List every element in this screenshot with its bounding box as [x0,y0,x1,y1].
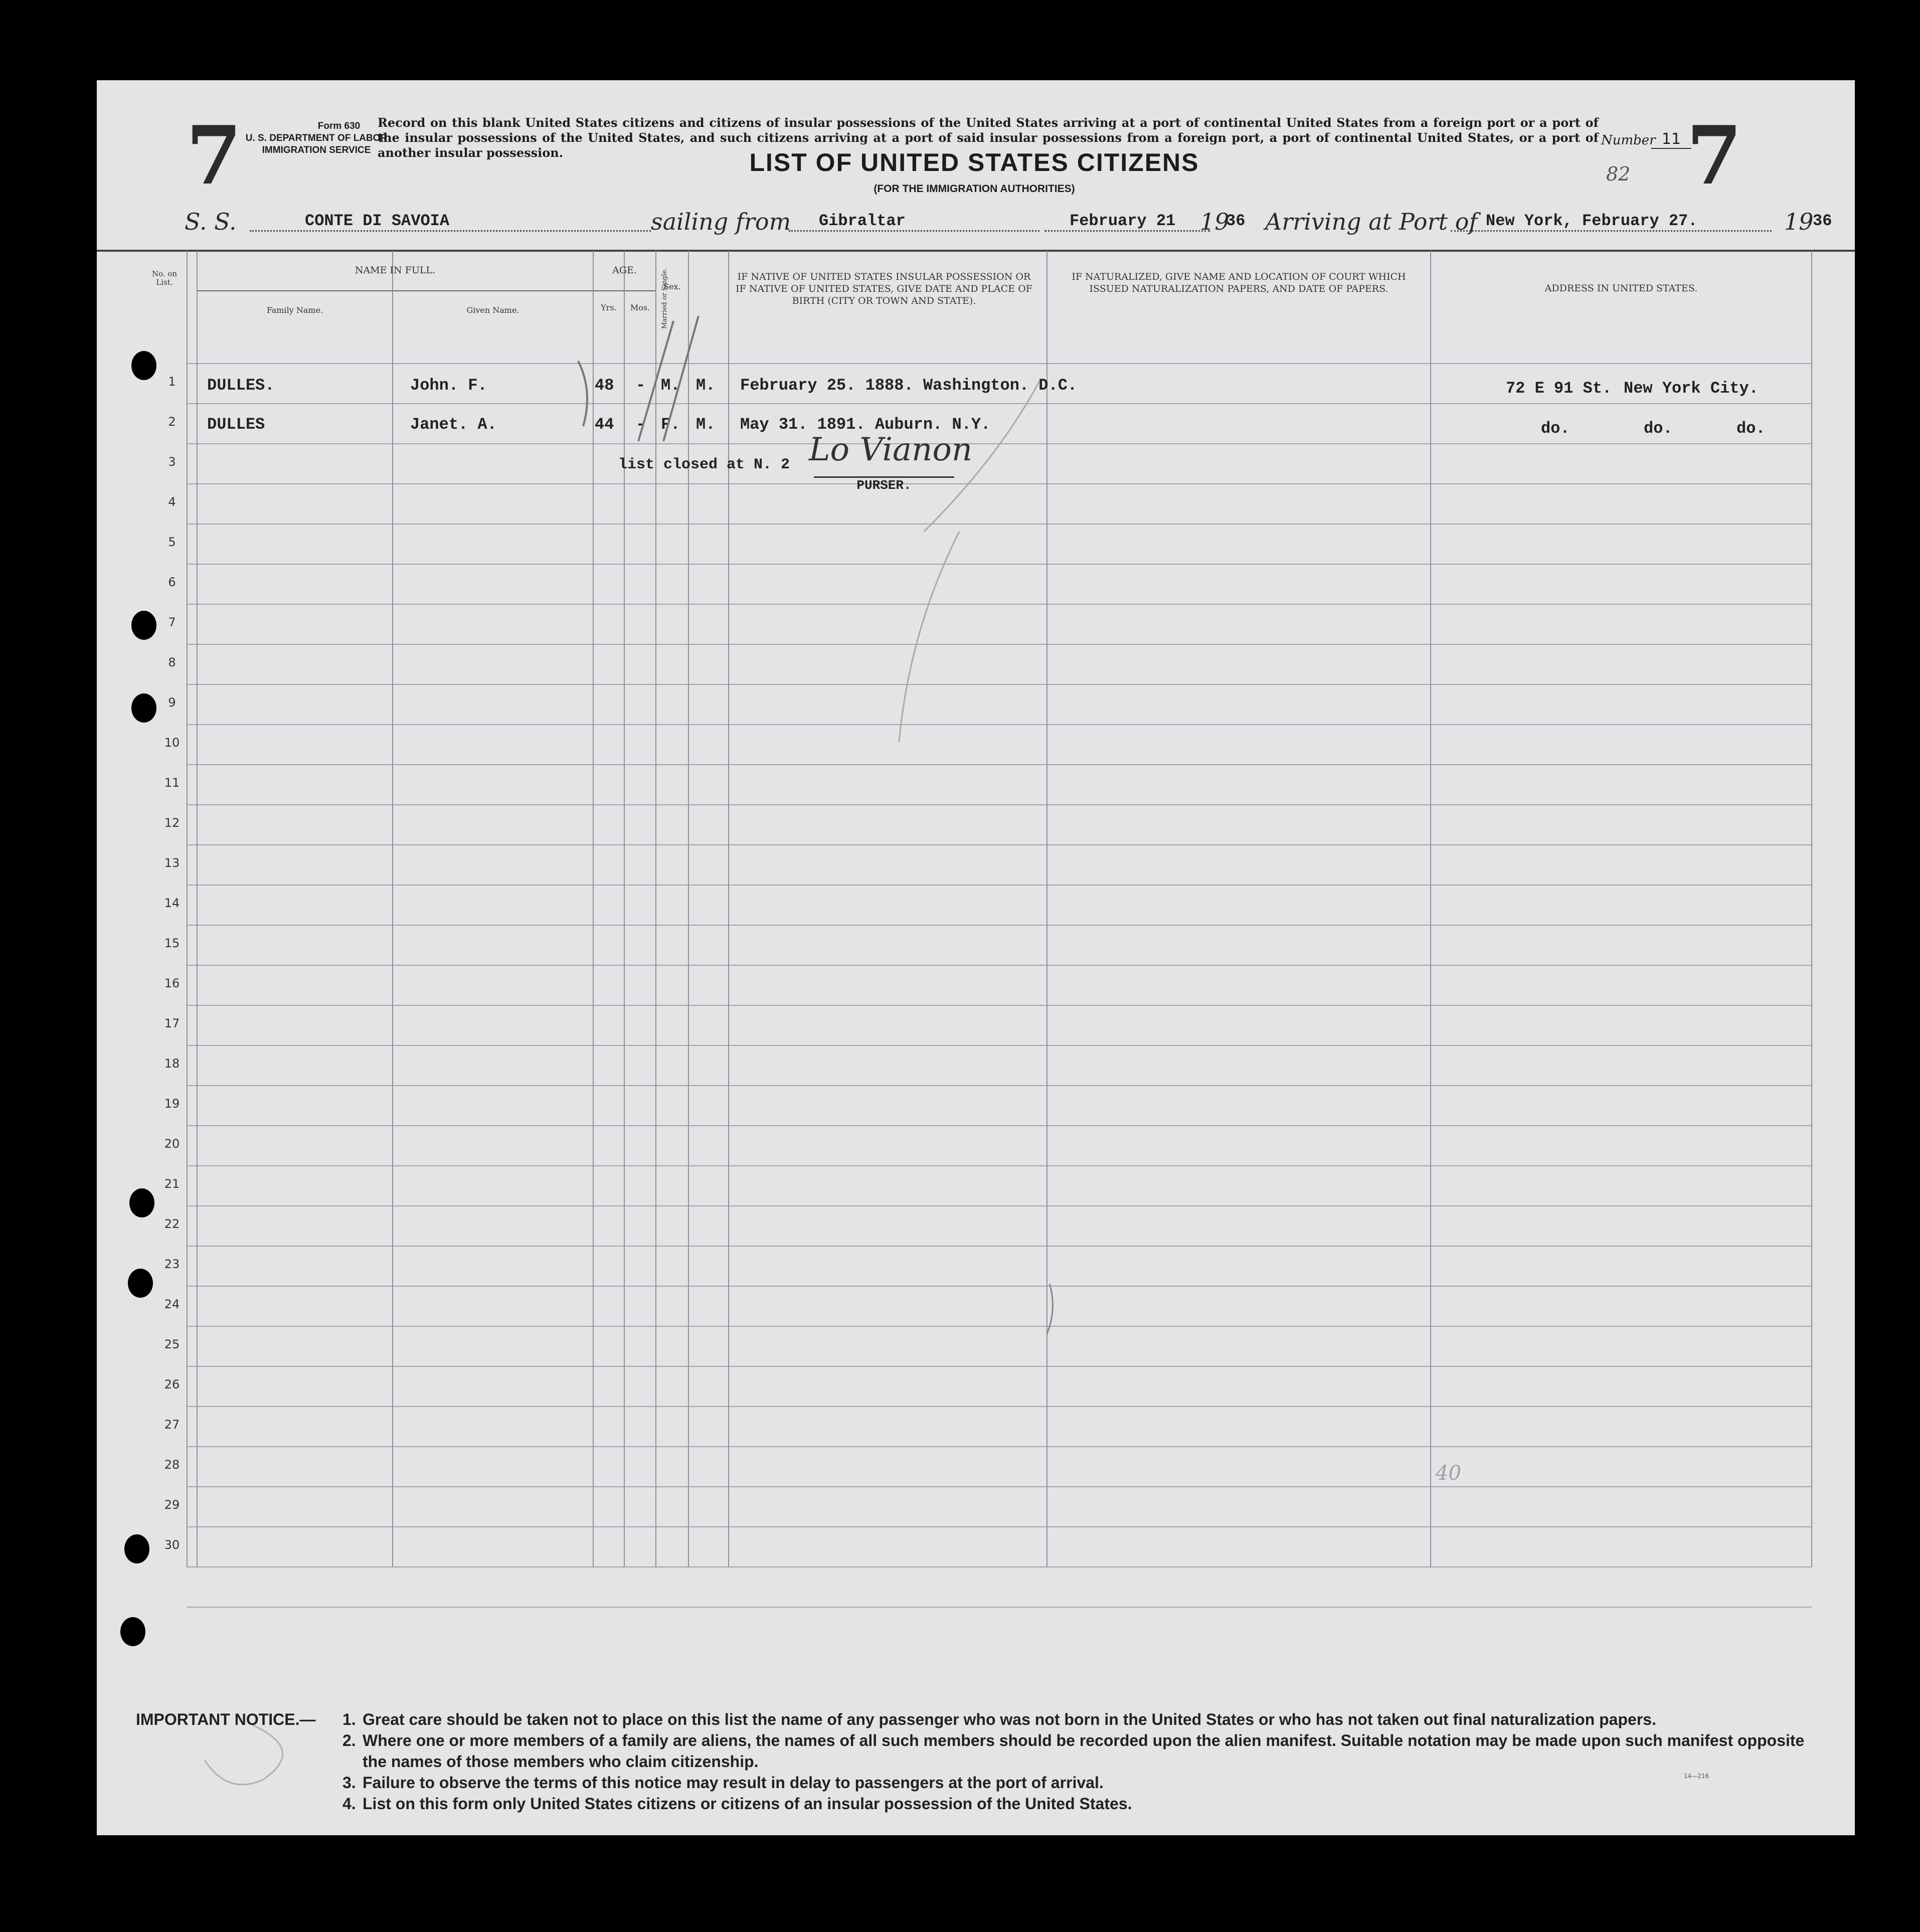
sailing-label: sailing from [651,208,791,235]
row-number: 25 [164,1337,180,1351]
row-number: 1 [168,375,176,389]
header-no-on-list: No. on List. [151,269,178,287]
address-state: do. [1736,419,1766,438]
header-married-or-single: Married or Single. [661,268,668,329]
notice-text: Great care should be taken not to place on this list the name of any passenger who was not born in the United States or who has not taken out final naturalization papers. [363,1710,1656,1728]
notice-text: Where one or more members of a family are aliens, the names of all such members should be recorded upon the alien manifest. Suitable notation may be made upon such manifest opposite the names of those members who claim citizenship. [363,1731,1805,1771]
row-number: 6 [168,575,176,589]
notice-num: 4. [342,1795,356,1813]
family-name: DULLES. [207,376,275,395]
punch-hole [128,1269,153,1298]
row-number: 18 [164,1057,180,1071]
notice-item [342,1793,1807,1814]
departure-year: 36 [1226,212,1246,230]
stamp-seven-left: 7 [186,108,242,203]
instructions-text: Record on this blank United States citizens and citizens of insular possessions of the United States arriving at a port of continental United States from a foreign port or a port of the insular possessions of the United States, and such citizens arriving at a port of said insular possessions from a foreign port, a port of continental United States, or a port of another insular possession. [378,115,1599,160]
age-years: 44 [595,415,614,434]
punch-hole [131,611,156,640]
marital-status: M. [696,415,716,434]
age-years: 48 [595,376,614,395]
stamp-seven-right: 7 [1686,108,1742,203]
page-subtitle: (FOR THE IMMIGRATION AUTHORITIES) [874,183,1075,195]
notice-list [342,1709,1807,1814]
notice-text: Failure to observe the terms of this notice may result in delay to passengers at the port of arrival. [363,1774,1104,1792]
row-number: 10 [164,736,180,750]
birth-info: February 25. 1888. Washington. D.C. [740,376,1078,395]
row-number: 17 [164,1016,180,1030]
address-city: do. [1644,419,1673,438]
pencil-note-40: 40 [1436,1462,1461,1485]
row-number: 3 [168,455,176,469]
row-number: 7 [168,615,176,629]
punch-hole [131,351,156,380]
notice-item [342,1730,1807,1772]
departure-year-prefix: 19 [1200,208,1230,235]
header-age: AGE. [612,265,637,276]
department-label: U. S. DEPARTMENT OF LABOR [245,133,388,143]
purser-label: PURSER. [814,476,954,493]
row-number: 22 [164,1217,180,1231]
row-number: 23 [164,1257,180,1271]
row-number: 24 [164,1297,180,1311]
row-number: 27 [164,1418,180,1432]
address-street: 72 E 91 St. [1506,379,1612,398]
address-street: do. [1541,419,1570,438]
row-number: 16 [164,976,180,990]
header-naturalized: IF NATURALIZED, GIVE NAME AND LOCATION OF COURT WHICH ISSUED NATURALIZATION PAPERS, AND DATE OF PAPERS. [1072,271,1406,294]
row-number: 26 [164,1377,180,1391]
port-from: Gibraltar [789,212,1039,232]
given-name: Janet. A. [410,415,497,434]
row-number: 28 [164,1458,180,1472]
arrival-year: 36 [1813,212,1832,230]
page-title: LIST OF UNITED STATES CITIZENS [749,148,1199,177]
manifest-sheet [97,80,1855,1835]
notice-item [342,1709,1807,1730]
header-name-in-full: NAME IN FULL. [355,265,436,276]
header-sex: Sex. [663,282,681,291]
service-label: IMMIGRATION SERVICE [262,145,371,155]
row-number: 9 [168,695,176,710]
age-months: - [636,415,646,434]
row-number: 21 [164,1177,180,1191]
punch-hole [120,1617,145,1646]
birth-info: May 31. 1891. Auburn. N.Y. [740,415,991,434]
arriving-label: Arriving at Port of [1265,208,1478,235]
header-native: IF NATIVE OF UNITED STATES INSULAR POSSESSION OR IF NATIVE OF UNITED STATES, GIVE DATE AND PLACE OF BIRTH (CITY OR TOWN AND STATE). [736,271,1032,306]
header-yrs: Yrs. [601,303,617,312]
row-number: 13 [164,856,180,870]
list-closed-text: list closed at N. 2 [618,456,790,473]
number-value: 11 [1651,130,1691,149]
notice-num: 3. [342,1774,356,1792]
form-number-line: Form 630 [317,121,361,131]
departure-date: February 21 [1044,212,1210,232]
marital-status: M. [696,376,716,395]
punch-hole [131,693,156,723]
row-number: 12 [164,816,180,830]
row-number: 8 [168,655,176,669]
pencil-marks [97,80,1855,1835]
sex: F. [661,415,680,434]
sex: M. [661,376,680,395]
row-number: 15 [164,936,180,950]
row-number: 19 [164,1097,180,1111]
form-code: 14—216 [1684,1773,1709,1780]
ss-label: S. S. [185,208,237,235]
row-number: 5 [168,535,176,549]
notice-heading: IMPORTANT NOTICE.— [136,1710,316,1728]
ship-name: CONTE DI SAVOIA [250,212,651,232]
purser-signature: Lo Vianon [809,431,973,468]
age-months: - [636,376,646,395]
family-name: DULLES [207,415,265,434]
notice-item [342,1772,1807,1793]
notice-num: 1. [342,1710,356,1728]
given-name: John. F. [410,376,487,395]
row-number: 2 [168,415,176,429]
header-address: ADDRESS IN UNITED STATES. [1544,283,1698,294]
port-to: New York, February 27. [1451,212,1772,232]
header-family-name: Family Name. [266,305,323,315]
row-number: 30 [164,1538,180,1552]
row-number: 4 [168,495,176,509]
number-handwritten: 82 [1606,163,1631,185]
address-city: New York City. [1624,379,1759,398]
header-mos: Mos. [630,303,650,312]
row-number: 11 [164,776,180,790]
arrival-year-prefix: 19 [1784,208,1814,235]
punch-hole [129,1188,154,1217]
row-number: 20 [164,1137,180,1151]
notice-num: 2. [342,1731,356,1749]
header-given-name: Given Name. [466,305,519,315]
punch-hole [124,1534,149,1563]
row-number: 29 [164,1498,180,1512]
row-number: 14 [164,896,180,910]
number-label: Number [1601,133,1656,148]
notice-text: List on this form only United States citizens or citizens of an insular possession of the United States. [363,1795,1132,1813]
